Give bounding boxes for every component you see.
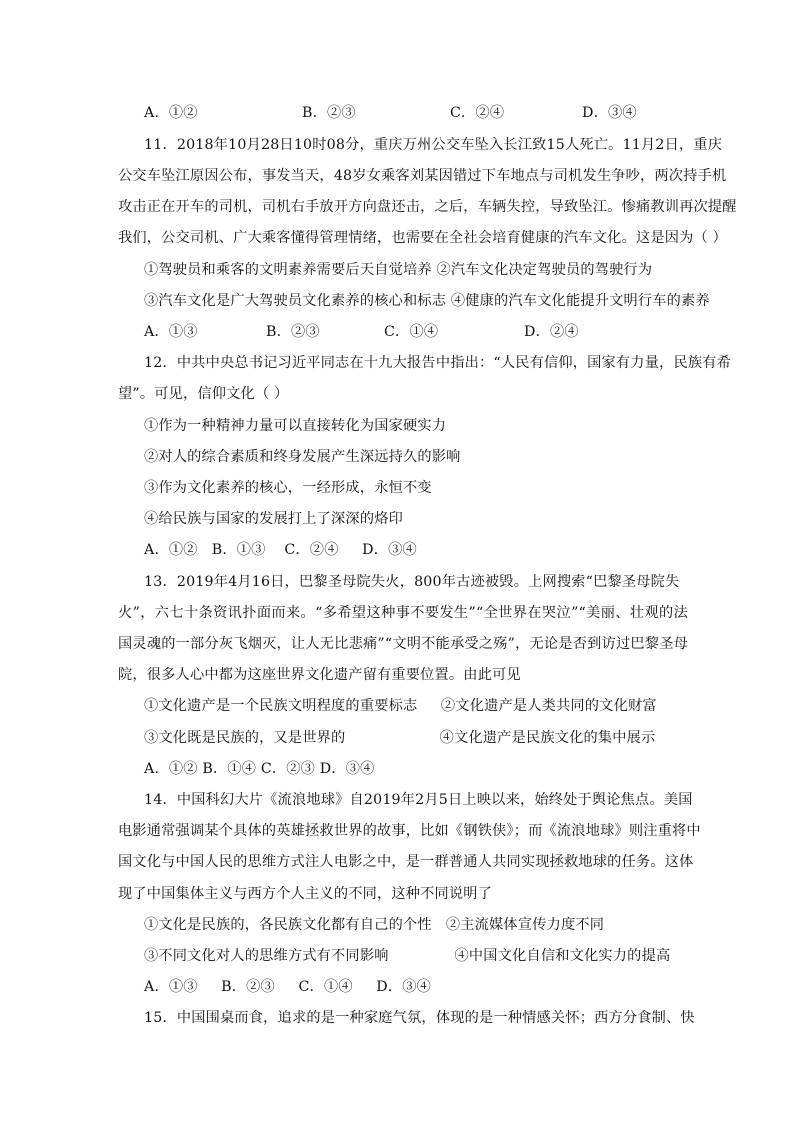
q11-statements-line-2: ③汽车文化是广大驾驶员文化素养的核心和标志 ④健康的汽车文化能提升文明行车的素养 <box>144 293 710 309</box>
q14-options: A．①③ B．②③ C．①④ D．③④ <box>144 979 431 995</box>
q13-stem-line-2: 火”，六七十条资讯扑面而来。“多希望这种事不要发生”“全世界在哭泣”“美丽、壮观的法 <box>118 605 688 621</box>
q11-stem-line-1: 11．2018年10月28日10时08分，重庆万州公交车坠入长江致15人死亡。11月2日，重庆 <box>144 137 723 153</box>
q11-stem-line-2: 公交车坠江原因公布，事发当天，48岁女乘客刘某因错过下车地点与司机发生争吵，两次持手机 <box>118 168 727 184</box>
q12-stem-line-1: 12．中共中央总书记习近平同志在十九大报告中指出：“人民有信仰，国家有力量，民族有希 <box>144 355 732 371</box>
q13-stem-line-1: 13．2019年4月16日，巴黎圣母院失火，800年古迹被毁。上网搜索“巴黎圣母院失 <box>144 574 680 590</box>
q13-statements-line-1: ①文化遗产是一个民族文明程度的重要标志 ②文化遗产是人类共同的文化财富 <box>144 698 657 714</box>
q11-option-c: C．①④ <box>384 324 439 340</box>
q10-option-b: B．②③ <box>302 105 356 121</box>
q11-statements-line-1: ①驾驶员和乘客的文明素养需要后天自觉培养 ②汽车文化决定驾驶员的驾驶行为 <box>144 262 653 278</box>
q14-stem-line-2: 电影通常强调某个具体的英雄拯救世界的故事，比如《钢铁侠》；而《流浪地球》则注重将中 <box>118 823 701 839</box>
q13-options: A．①② B．①④ C．②③ D．③④ <box>144 761 375 777</box>
q13-statements-line-2: ③文化既是民族的，又是世界的 ④文化遗产是民族文化的集中展示 <box>144 730 656 746</box>
q12-statement-1: ①作为一种精神力量可以直接转化为国家硬实力 <box>144 418 447 434</box>
q12-stem-line-2: 望”。可见，信仰文化（ ） <box>118 386 289 402</box>
q14-statements-line-1: ①文化是民族的，各民族文化都有自己的个性 ②主流媒体宣传力度不同 <box>144 917 605 933</box>
q10-option-c: C．②④ <box>450 105 505 121</box>
q12-statement-4: ④给民族与国家的发展打上了深深的烙印 <box>144 511 403 527</box>
q15-stem-line-1: 15．中国围桌而食，追求的是一种家庭气氛，体现的是一种情感关怀；西方分食制、快 <box>144 1010 695 1026</box>
q10-option-d: D．③④ <box>582 105 637 121</box>
q14-stem-line-4: 现了中国集体主义与西方个人主义的不同，这种不同说明了 <box>118 886 493 902</box>
q11-stem-line-4: 我们，公交司机、广大乘客懂得管理情绪，也需要在全社会培育健康的汽车文化。这是因为（ ） <box>118 230 727 246</box>
q12-statement-3: ③作为文化素养的核心，一经形成，永恒不变 <box>144 480 432 496</box>
q12-statement-2: ②对人的综合素质和终身发展产生深远持久的影响 <box>144 449 461 465</box>
q10-option-a: A．①② <box>144 105 198 121</box>
q14-stem-line-1: 14．中国科幻大片《流浪地球》自2019年2月5日上映以来，始终处于舆论焦点。美国 <box>144 792 693 808</box>
q11-option-b: B．②③ <box>266 324 320 340</box>
q11-option-d: D．②④ <box>524 324 579 340</box>
q14-statements-line-2: ③不同文化对人的思维方式有不同影响 ④中国文化自信和文化实力的提高 <box>144 948 671 964</box>
q13-stem-line-3: 国灵魂的一部分灰飞烟灭，让人无比悲痛”“文明不能承受之殇”，无论是否到访过巴黎圣母 <box>118 636 688 652</box>
q14-stem-line-3: 国文化与中国人民的思维方式注人电影之中，是一群普通人共同实现拯救地球的任务。这体 <box>118 854 694 870</box>
q11-stem-line-3: 攻击正在开车的司机，司机右手放开方向盘还击，之后，车辆失控，导致坠江。惨痛教训再次提醒 <box>118 199 737 215</box>
q13-stem-line-4: 院，很多人心中都为这座世界文化遗产留有重要位置。由此可见 <box>118 667 521 683</box>
q12-options: A．①② B．①③ C．②④ D．③④ <box>144 542 417 558</box>
q11-option-a: A．①③ <box>144 324 198 340</box>
